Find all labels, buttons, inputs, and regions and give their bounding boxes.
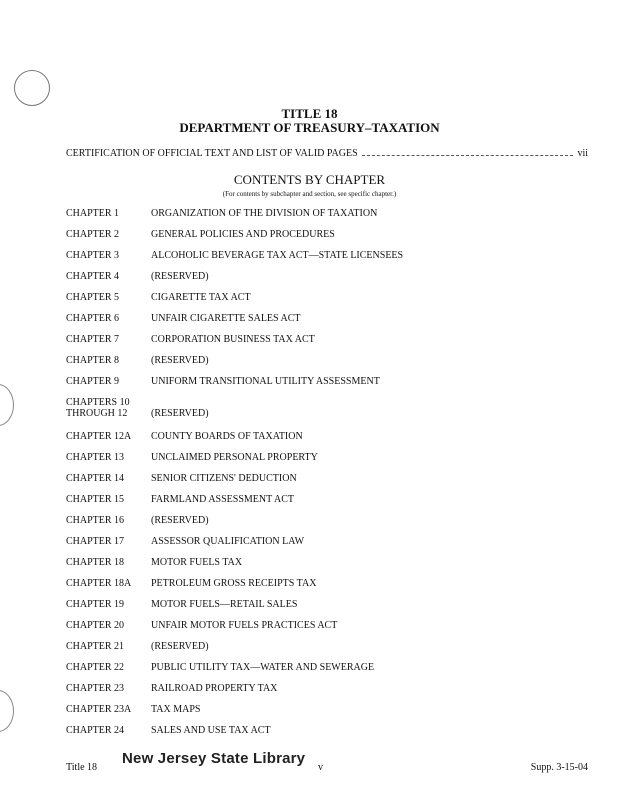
list-item <box>66 452 566 473</box>
chapter-title: PUBLIC UTILITY TAX—WATER AND SEWERAGE <box>151 662 375 673</box>
page-number: v <box>318 762 323 773</box>
chapter-number: CHAPTER 23A <box>66 704 132 715</box>
chapter-number: CHAPTER 22 <box>66 662 125 673</box>
chapter-number-line1: CHAPTERS 10 <box>66 397 130 408</box>
chapter-number: CHAPTER 5 <box>66 292 120 303</box>
list-item <box>66 620 566 641</box>
list-item <box>66 641 566 662</box>
chapter-number: CHAPTER 4 <box>66 271 120 282</box>
chapter-title: CIGARETTE TAX ACT <box>151 292 251 303</box>
contents-note: (For contents by subchapter and section, see specific chapter.) <box>222 190 397 198</box>
chapter-number: CHAPTER 9 <box>66 376 120 387</box>
chapter-number: CHAPTER 14 <box>66 473 125 484</box>
chapter-number <box>66 397 151 419</box>
dot-leader <box>362 155 574 156</box>
chapter-title: GENERAL POLICIES AND PROCEDURES <box>151 229 335 240</box>
chapter-number: CHAPTER 19 <box>66 599 125 610</box>
list-item <box>66 662 566 683</box>
chapter-number: CHAPTER 16 <box>66 515 125 526</box>
chapter-title: UNFAIR MOTOR FUELS PRACTICES ACT <box>151 620 338 631</box>
chapter-number: CHAPTER 12A <box>66 431 132 442</box>
contents-heading: CONTENTS BY CHAPTER <box>233 172 386 187</box>
chapter-title: CORPORATION BUSINESS TAX ACT <box>151 334 315 345</box>
chapter-number: CHAPTER 8 <box>66 355 120 366</box>
list-item <box>66 704 566 725</box>
certification-page: vii <box>577 148 588 159</box>
list-item <box>66 536 566 557</box>
chapter-number: CHAPTER 1 <box>66 208 120 219</box>
list-item <box>66 397 566 431</box>
list-item <box>66 376 566 397</box>
chapter-number: CHAPTER 18A <box>66 578 132 589</box>
chapter-title: FARMLAND ASSESSMENT ACT <box>151 494 294 505</box>
punch-hole-icon <box>14 70 50 106</box>
page-title: TITLE 18 <box>281 106 338 121</box>
list-item <box>66 355 566 376</box>
list-item <box>66 229 566 250</box>
chapter-number: CHAPTER 13 <box>66 452 125 463</box>
list-item <box>66 250 566 271</box>
certification-line <box>66 148 588 159</box>
page-footer <box>66 750 588 778</box>
chapter-title: MOTOR FUELS—RETAIL SALES <box>151 599 298 610</box>
chapter-title: UNIFORM TRANSITIONAL UTILITY ASSESSMENT <box>151 376 380 387</box>
punch-hole-icon <box>0 384 14 426</box>
chapter-number: CHAPTER 17 <box>66 536 125 547</box>
chapter-title: ASSESSOR QUALIFICATION LAW <box>151 536 305 547</box>
chapter-number: CHAPTER 3 <box>66 250 120 261</box>
list-item <box>66 494 566 515</box>
list-item <box>66 292 566 313</box>
page-subtitle: DEPARTMENT OF TREASURY–TAXATION <box>179 120 440 135</box>
list-item <box>66 473 566 494</box>
list-item <box>66 557 566 578</box>
chapter-number: CHAPTER 24 <box>66 725 125 736</box>
list-item <box>66 578 566 599</box>
chapter-number: CHAPTER 21 <box>66 641 125 652</box>
chapter-number: CHAPTER 6 <box>66 313 120 324</box>
chapter-title: (RESERVED) <box>151 271 209 282</box>
list-item <box>66 271 566 292</box>
supplement-date: Supp. 3-15-04 <box>530 762 588 773</box>
chapter-number: CHAPTER 15 <box>66 494 125 505</box>
chapter-title: COUNTY BOARDS OF TAXATION <box>151 431 303 442</box>
chapter-title: (RESERVED) <box>151 641 209 652</box>
chapter-number: CHAPTER 7 <box>66 334 120 345</box>
chapter-list <box>66 208 566 746</box>
chapter-title: ORGANIZATION OF THE DIVISION OF TAXATION <box>151 208 378 219</box>
chapter-title: MOTOR FUELS TAX <box>151 557 243 568</box>
chapter-number: CHAPTER 2 <box>66 229 120 240</box>
chapter-number: CHAPTER 20 <box>66 620 125 631</box>
chapter-number: CHAPTER 18 <box>66 557 125 568</box>
chapter-title: ALCOHOLIC BEVERAGE TAX ACT—STATE LICENSEES <box>151 250 404 261</box>
list-item <box>66 431 566 452</box>
chapter-title: (RESERVED) <box>151 408 209 419</box>
chapter-number: CHAPTER 23 <box>66 683 125 694</box>
list-item <box>66 683 566 704</box>
chapter-title: RAILROAD PROPERTY TAX <box>151 683 278 694</box>
library-stamp: New Jersey State Library <box>122 750 306 767</box>
punch-hole-icon <box>0 690 14 732</box>
chapter-title: SALES AND USE TAX ACT <box>151 725 271 736</box>
list-item <box>66 725 566 746</box>
chapter-title: SENIOR CITIZENS' DEDUCTION <box>151 473 297 484</box>
footer-title: Title 18 <box>66 762 98 773</box>
list-item <box>66 599 566 620</box>
chapter-title: UNFAIR CIGARETTE SALES ACT <box>151 313 301 324</box>
list-item <box>66 313 566 334</box>
chapter-title: TAX MAPS <box>151 704 201 715</box>
list-item <box>66 208 566 229</box>
certification-text: CERTIFICATION OF OFFICIAL TEXT AND LIST OF VALID PAGES <box>66 148 358 159</box>
list-item <box>66 515 566 536</box>
chapter-title: (RESERVED) <box>151 515 209 526</box>
chapter-title: PETROLEUM GROSS RECEIPTS TAX <box>151 578 317 589</box>
chapter-title: (RESERVED) <box>151 355 209 366</box>
chapter-number-line2: THROUGH 12 <box>66 408 128 419</box>
list-item <box>66 334 566 355</box>
chapter-title: UNCLAIMED PERSONAL PROPERTY <box>151 452 318 463</box>
